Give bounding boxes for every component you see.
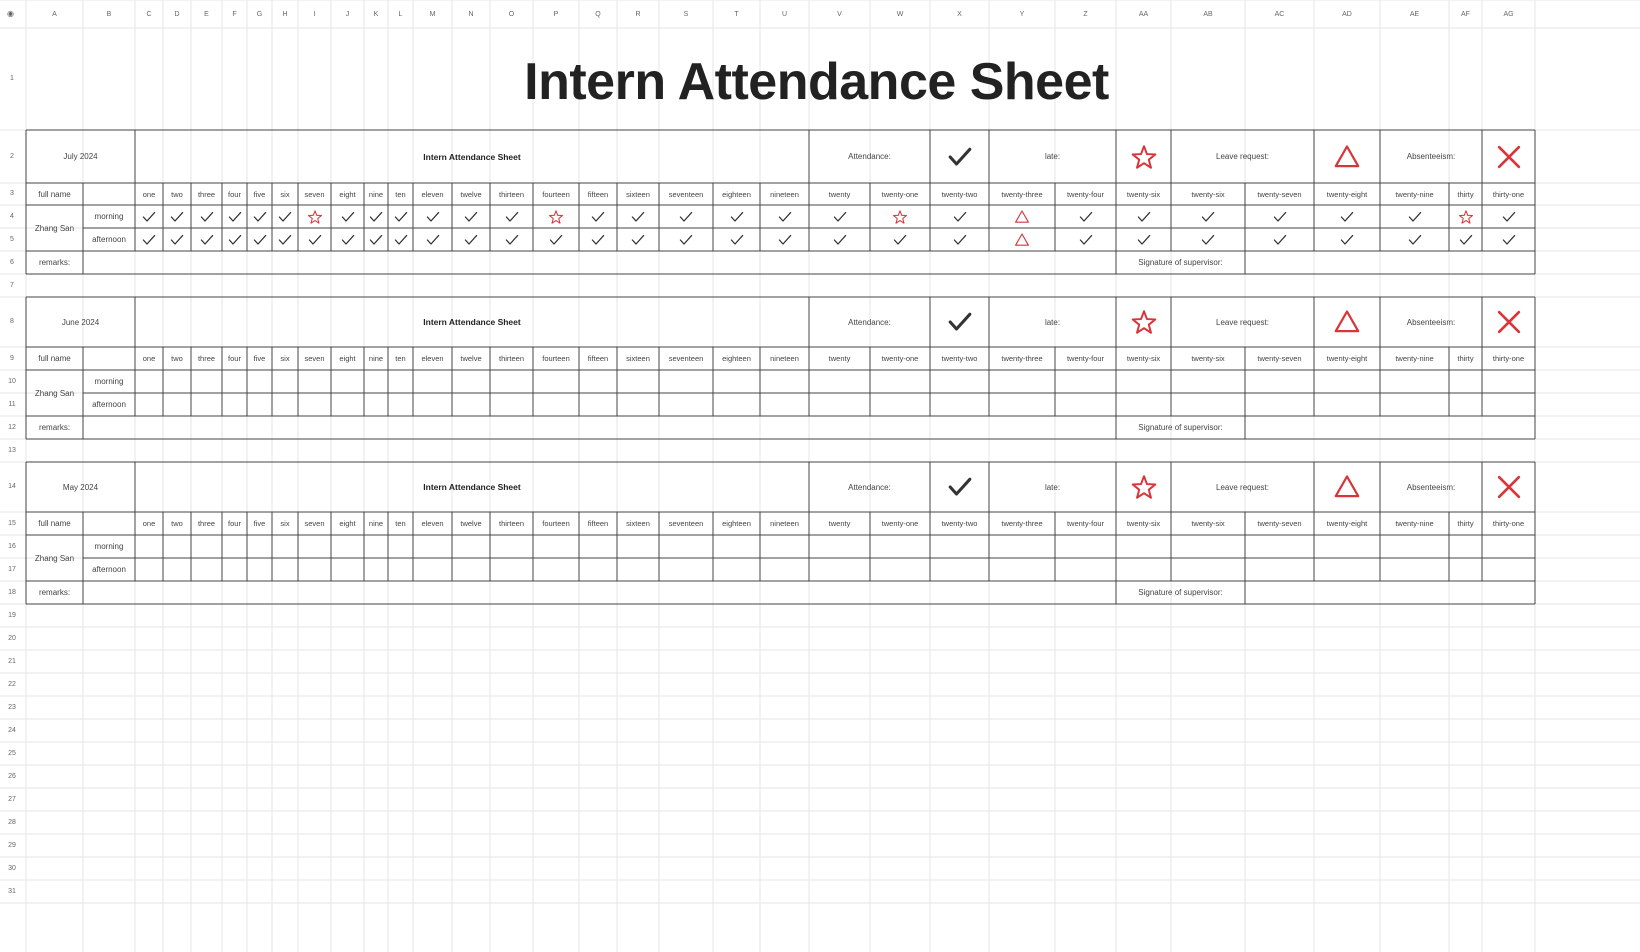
row-header[interactable]: 9 bbox=[10, 354, 14, 362]
day-label: thirty-one bbox=[1492, 519, 1525, 528]
day-label: five bbox=[253, 519, 266, 528]
attendance-mark bbox=[1200, 232, 1216, 248]
day-label: three bbox=[197, 354, 216, 363]
column-header[interactable]: AD bbox=[1342, 11, 1352, 18]
attendance-mark bbox=[277, 209, 293, 225]
sheet-title-cell: Intern Attendance Sheet bbox=[423, 151, 521, 162]
morning-label: morning bbox=[94, 212, 124, 221]
attendance-mark bbox=[463, 232, 479, 248]
attendance-mark bbox=[952, 209, 968, 225]
attendance-mark bbox=[199, 232, 215, 248]
column-header[interactable]: U bbox=[781, 11, 788, 18]
column-header[interactable]: E bbox=[204, 11, 209, 18]
row-header[interactable]: 12 bbox=[8, 423, 16, 431]
day-label: one bbox=[142, 354, 156, 363]
day-label: twenty bbox=[828, 189, 851, 199]
attendance-mark bbox=[1136, 232, 1152, 248]
check-icon bbox=[946, 473, 974, 501]
attendance-mark bbox=[1339, 232, 1355, 248]
attendance-mark bbox=[1458, 232, 1474, 248]
late-legend-label: late: bbox=[1044, 482, 1061, 492]
day-label: thirty-one bbox=[1492, 189, 1525, 199]
row-header[interactable]: 2 bbox=[10, 152, 14, 160]
afternoon-label: afternoon bbox=[92, 235, 126, 244]
day-label: twenty-nine bbox=[1395, 189, 1434, 199]
morning-label: morning bbox=[94, 377, 124, 386]
column-header[interactable]: AE bbox=[1409, 11, 1420, 18]
attendance-mark bbox=[1014, 232, 1030, 248]
day-label: eight bbox=[339, 354, 356, 363]
remarks-label: remarks: bbox=[38, 423, 71, 432]
day-label: thirty bbox=[1457, 354, 1474, 363]
day-label: seven bbox=[304, 519, 325, 528]
day-label: twenty-six bbox=[1126, 354, 1161, 363]
day-label: twenty-two bbox=[941, 519, 978, 528]
attendance-mark bbox=[1501, 209, 1517, 225]
attendance-mark bbox=[678, 232, 694, 248]
attendance-mark bbox=[227, 209, 243, 225]
day-label: twenty-four bbox=[1066, 354, 1105, 363]
column-header[interactable]: L bbox=[398, 11, 403, 18]
month-label: July 2024 bbox=[63, 152, 98, 161]
row-header[interactable]: 17 bbox=[8, 565, 16, 573]
cross-icon bbox=[1495, 143, 1523, 171]
column-header[interactable]: AB bbox=[1203, 11, 1213, 18]
leave-legend-label: Leave request: bbox=[1216, 152, 1269, 161]
day-label: six bbox=[280, 519, 290, 528]
column-header[interactable]: J bbox=[345, 11, 350, 18]
attendance-mark bbox=[1078, 209, 1094, 225]
attendance-mark bbox=[307, 209, 323, 225]
attendance-mark bbox=[1200, 209, 1216, 225]
eye-icon[interactable]: ◉ bbox=[7, 9, 14, 18]
day-label: fifteen bbox=[587, 519, 609, 528]
day-label: eleven bbox=[421, 354, 444, 363]
attendance-mark bbox=[368, 232, 384, 248]
day-label: five bbox=[253, 189, 266, 199]
intern-name: Zhang San bbox=[34, 223, 75, 233]
day-label: seventeen bbox=[668, 354, 704, 363]
month-label: May 2024 bbox=[62, 482, 99, 492]
attendance-mark bbox=[504, 232, 520, 248]
day-label: one bbox=[142, 189, 156, 199]
day-label: fourteen bbox=[542, 519, 570, 528]
attendance-mark bbox=[425, 209, 441, 225]
attendance-mark bbox=[832, 209, 848, 225]
attendance-mark bbox=[425, 232, 441, 248]
row-header[interactable]: 11 bbox=[8, 400, 16, 408]
day-label: twenty-eight bbox=[1326, 519, 1368, 528]
column-header[interactable]: F bbox=[232, 11, 237, 18]
star-icon bbox=[1130, 308, 1158, 336]
day-label: thirteen bbox=[498, 519, 525, 528]
day-label: two bbox=[171, 354, 183, 363]
day-label: twenty-six bbox=[1191, 519, 1225, 528]
day-label: eighteen bbox=[722, 189, 751, 199]
day-label: twenty-four bbox=[1066, 519, 1105, 528]
leave-legend-label: Leave request: bbox=[1216, 482, 1269, 492]
attendance-mark bbox=[340, 232, 356, 248]
attendance-mark bbox=[892, 209, 908, 225]
attendance-mark bbox=[463, 209, 479, 225]
attendance-mark bbox=[590, 232, 606, 248]
column-header[interactable]: R bbox=[635, 11, 641, 18]
attendance-mark bbox=[1014, 209, 1030, 225]
attendance-mark bbox=[892, 232, 908, 248]
row-header[interactable]: 3 bbox=[10, 190, 14, 197]
late-legend-label: late: bbox=[1044, 152, 1061, 161]
column-header[interactable]: A bbox=[52, 11, 57, 18]
column-header[interactable]: Y bbox=[1019, 11, 1025, 18]
day-label: thirty-one bbox=[1492, 354, 1525, 363]
attendance-mark bbox=[630, 209, 646, 225]
intern-name: Zhang San bbox=[34, 553, 75, 563]
column-header[interactable]: B bbox=[106, 11, 112, 18]
day-label: fourteen bbox=[542, 189, 570, 199]
column-header[interactable]: Q bbox=[595, 11, 601, 18]
day-label: six bbox=[280, 354, 290, 363]
attendance-legend-label: Attendance: bbox=[848, 317, 891, 327]
day-label: eleven bbox=[421, 519, 444, 528]
attendance-mark bbox=[1407, 232, 1423, 248]
day-label: nineteen bbox=[770, 354, 799, 363]
row-header[interactable]: 27 bbox=[8, 795, 16, 803]
column-header[interactable]: AG bbox=[1503, 11, 1514, 18]
full-name-label: full name bbox=[38, 519, 71, 528]
column-header[interactable]: S bbox=[683, 11, 689, 18]
day-label: sixteen bbox=[626, 519, 650, 528]
day-label: twenty bbox=[828, 354, 851, 363]
row-header[interactable]: 4 bbox=[10, 212, 14, 220]
column-header[interactable]: N bbox=[468, 11, 474, 18]
day-label: seventeen bbox=[668, 189, 704, 199]
column-header[interactable]: T bbox=[734, 11, 739, 18]
day-label: twelve bbox=[460, 189, 482, 199]
day-label: twenty-one bbox=[881, 354, 919, 363]
day-label: twenty-seven bbox=[1257, 354, 1302, 363]
row-header[interactable]: 23 bbox=[8, 703, 16, 711]
day-label: twenty-three bbox=[1001, 189, 1043, 199]
column-header[interactable]: AF bbox=[1461, 11, 1470, 18]
signature-label: Signature of supervisor: bbox=[1138, 423, 1223, 432]
attendance-mark bbox=[1407, 209, 1423, 225]
attendance-mark bbox=[340, 209, 356, 225]
month-label: June 2024 bbox=[61, 317, 100, 327]
day-label: sixteen bbox=[626, 354, 650, 363]
day-label: thirteen bbox=[498, 189, 525, 199]
attendance-mark bbox=[277, 232, 293, 248]
column-header[interactable]: Z bbox=[1083, 11, 1088, 18]
column-header[interactable]: AC bbox=[1274, 11, 1285, 18]
row-header[interactable]: 13 bbox=[8, 446, 16, 454]
column-header[interactable]: I bbox=[313, 11, 316, 18]
day-label: nine bbox=[368, 519, 384, 528]
column-header[interactable]: X bbox=[957, 11, 962, 18]
cross-icon bbox=[1495, 473, 1523, 501]
row-header[interactable]: 22 bbox=[8, 680, 16, 688]
attendance-mark bbox=[548, 232, 564, 248]
row-header[interactable]: 24 bbox=[8, 726, 16, 734]
row-header[interactable]: 20 bbox=[8, 634, 16, 642]
star-icon bbox=[1130, 473, 1158, 501]
day-label: seven bbox=[304, 189, 325, 199]
full-name-label: full name bbox=[38, 189, 71, 199]
attendance-mark bbox=[548, 209, 564, 225]
day-label: ten bbox=[395, 519, 406, 528]
attendance-mark bbox=[169, 209, 185, 225]
check-icon bbox=[946, 143, 974, 171]
attendance-mark bbox=[729, 232, 745, 248]
sheet-title-cell: Intern Attendance Sheet bbox=[423, 317, 521, 327]
day-label: four bbox=[228, 354, 241, 363]
day-label: seven bbox=[304, 354, 325, 363]
absent-legend-label: Absenteeism: bbox=[1406, 317, 1456, 327]
attendance-legend-label: Attendance: bbox=[848, 152, 891, 161]
attendance-mark bbox=[630, 232, 646, 248]
day-label: fourteen bbox=[542, 354, 570, 363]
day-label: twenty-four bbox=[1066, 189, 1105, 199]
absent-legend-label: Absenteeism: bbox=[1406, 482, 1456, 492]
column-header[interactable]: W bbox=[896, 11, 904, 18]
attendance-mark bbox=[952, 232, 968, 248]
day-label: twenty-six bbox=[1191, 189, 1225, 199]
day-label: nine bbox=[368, 189, 384, 199]
day-label: eleven bbox=[421, 189, 444, 199]
day-label: twenty-one bbox=[881, 519, 919, 528]
day-label: twenty-two bbox=[941, 189, 978, 199]
row-header[interactable]: 26 bbox=[8, 772, 16, 780]
column-header[interactable]: O bbox=[508, 11, 515, 18]
day-label: twenty-eight bbox=[1326, 189, 1368, 199]
attendance-mark bbox=[169, 232, 185, 248]
attendance-mark bbox=[1339, 209, 1355, 225]
attendance-mark bbox=[777, 209, 793, 225]
day-label: eighteen bbox=[722, 354, 751, 363]
column-header[interactable]: K bbox=[373, 11, 379, 18]
day-label: nineteen bbox=[770, 519, 799, 528]
day-label: twelve bbox=[460, 519, 482, 528]
attendance-mark bbox=[504, 209, 520, 225]
attendance-mark bbox=[393, 232, 409, 248]
triangle-icon bbox=[1333, 308, 1361, 336]
cross-icon bbox=[1495, 308, 1523, 336]
attendance-mark bbox=[252, 232, 268, 248]
day-label: nineteen bbox=[770, 189, 799, 199]
attendance-mark bbox=[678, 209, 694, 225]
row-header[interactable]: 15 bbox=[8, 519, 16, 527]
day-label: twenty bbox=[828, 519, 851, 528]
column-header[interactable]: G bbox=[256, 11, 263, 18]
day-label: three bbox=[197, 189, 216, 199]
attendance-mark bbox=[1272, 232, 1288, 248]
day-label: ten bbox=[395, 354, 406, 363]
signature-label: Signature of supervisor: bbox=[1138, 588, 1223, 597]
day-label: two bbox=[171, 519, 183, 528]
attendance-mark bbox=[1458, 209, 1474, 225]
day-label: fifteen bbox=[587, 354, 609, 363]
afternoon-label: afternoon bbox=[92, 565, 126, 574]
day-label: eight bbox=[339, 189, 356, 199]
column-header[interactable]: P bbox=[553, 11, 559, 18]
day-label: twenty-seven bbox=[1257, 189, 1302, 199]
day-label: eighteen bbox=[722, 519, 751, 528]
attendance-mark bbox=[1136, 209, 1152, 225]
row-header[interactable]: 14 bbox=[8, 483, 16, 490]
day-label: nine bbox=[368, 354, 384, 363]
day-label: twenty-six bbox=[1191, 354, 1225, 363]
row-header[interactable]: 10 bbox=[8, 377, 16, 385]
triangle-icon bbox=[1333, 473, 1361, 501]
attendance-mark bbox=[777, 232, 793, 248]
attendance-mark bbox=[199, 209, 215, 225]
row-header[interactable]: 29 bbox=[8, 841, 16, 849]
day-label: thirteen bbox=[498, 354, 525, 363]
remarks-label: remarks: bbox=[38, 258, 71, 267]
day-label: two bbox=[171, 189, 183, 199]
row-header[interactable]: 6 bbox=[10, 258, 14, 266]
day-label: twenty-six bbox=[1126, 519, 1161, 528]
day-label: twenty-nine bbox=[1395, 354, 1434, 363]
day-label: ten bbox=[395, 189, 406, 199]
day-label: six bbox=[280, 189, 290, 199]
row-header[interactable]: 19 bbox=[8, 611, 16, 619]
attendance-mark bbox=[393, 209, 409, 225]
column-header[interactable]: M bbox=[429, 11, 436, 18]
star-icon bbox=[1130, 143, 1158, 171]
late-legend-label: late: bbox=[1044, 317, 1061, 327]
absent-legend-label: Absenteeism: bbox=[1406, 152, 1456, 161]
day-label: thirty bbox=[1457, 189, 1474, 199]
row-header[interactable]: 28 bbox=[8, 818, 16, 826]
column-header[interactable]: H bbox=[282, 11, 288, 18]
afternoon-label: afternoon bbox=[92, 400, 126, 409]
day-label: twenty-three bbox=[1001, 354, 1043, 363]
leave-legend-label: Leave request: bbox=[1216, 317, 1269, 327]
day-label: four bbox=[228, 189, 241, 199]
intern-name: Zhang San bbox=[34, 388, 75, 398]
attendance-mark bbox=[729, 209, 745, 225]
day-label: thirty bbox=[1457, 519, 1474, 528]
row-header[interactable]: 18 bbox=[8, 588, 16, 596]
check-icon bbox=[946, 308, 974, 336]
morning-label: morning bbox=[94, 542, 124, 551]
row-header[interactable]: 21 bbox=[8, 657, 16, 665]
sheet-title-cell: Intern Attendance Sheet bbox=[423, 482, 521, 492]
day-label: twelve bbox=[460, 354, 482, 363]
attendance-mark bbox=[368, 209, 384, 225]
triangle-icon bbox=[1333, 143, 1361, 171]
day-label: five bbox=[253, 354, 266, 363]
row-header[interactable]: 5 bbox=[10, 235, 14, 243]
attendance-mark bbox=[227, 232, 243, 248]
column-header[interactable]: C bbox=[146, 11, 152, 18]
day-label: twenty-two bbox=[941, 354, 978, 363]
day-label: three bbox=[197, 519, 216, 528]
day-label: seventeen bbox=[668, 519, 704, 528]
row-header[interactable]: 8 bbox=[10, 318, 14, 325]
row-header[interactable]: 1 bbox=[10, 75, 14, 82]
day-label: twenty-seven bbox=[1257, 519, 1302, 528]
attendance-mark bbox=[1501, 232, 1517, 248]
attendance-mark bbox=[832, 232, 848, 248]
day-label: twenty-nine bbox=[1395, 519, 1434, 528]
row-header[interactable]: 25 bbox=[8, 749, 16, 757]
attendance-mark bbox=[307, 232, 323, 248]
row-header[interactable]: 31 bbox=[8, 887, 16, 895]
attendance-mark bbox=[252, 209, 268, 225]
row-header[interactable]: 16 bbox=[8, 542, 16, 550]
day-label: twenty-eight bbox=[1326, 354, 1368, 363]
row-header[interactable]: 30 bbox=[8, 864, 16, 872]
day-label: four bbox=[228, 519, 241, 528]
column-header[interactable]: V bbox=[837, 11, 842, 18]
day-label: sixteen bbox=[626, 189, 650, 199]
full-name-label: full name bbox=[38, 354, 71, 363]
column-header[interactable]: AA bbox=[1138, 11, 1149, 18]
attendance-mark bbox=[1078, 232, 1094, 248]
column-header[interactable]: D bbox=[174, 11, 180, 18]
day-label: twenty-three bbox=[1001, 519, 1043, 528]
day-label: twenty-one bbox=[881, 189, 919, 199]
attendance-mark bbox=[1272, 209, 1288, 225]
day-label: one bbox=[142, 519, 156, 528]
day-label: eight bbox=[339, 519, 356, 528]
row-header[interactable]: 7 bbox=[10, 281, 14, 289]
attendance-legend-label: Attendance: bbox=[848, 482, 891, 492]
page-title: Intern Attendance Sheet bbox=[524, 53, 1109, 111]
attendance-mark bbox=[590, 209, 606, 225]
signature-label: Signature of supervisor: bbox=[1138, 258, 1223, 267]
day-label: fifteen bbox=[587, 189, 609, 199]
remarks-label: remarks: bbox=[38, 588, 71, 597]
attendance-mark bbox=[141, 232, 157, 248]
day-label: twenty-six bbox=[1126, 189, 1161, 199]
attendance-mark bbox=[141, 209, 157, 225]
